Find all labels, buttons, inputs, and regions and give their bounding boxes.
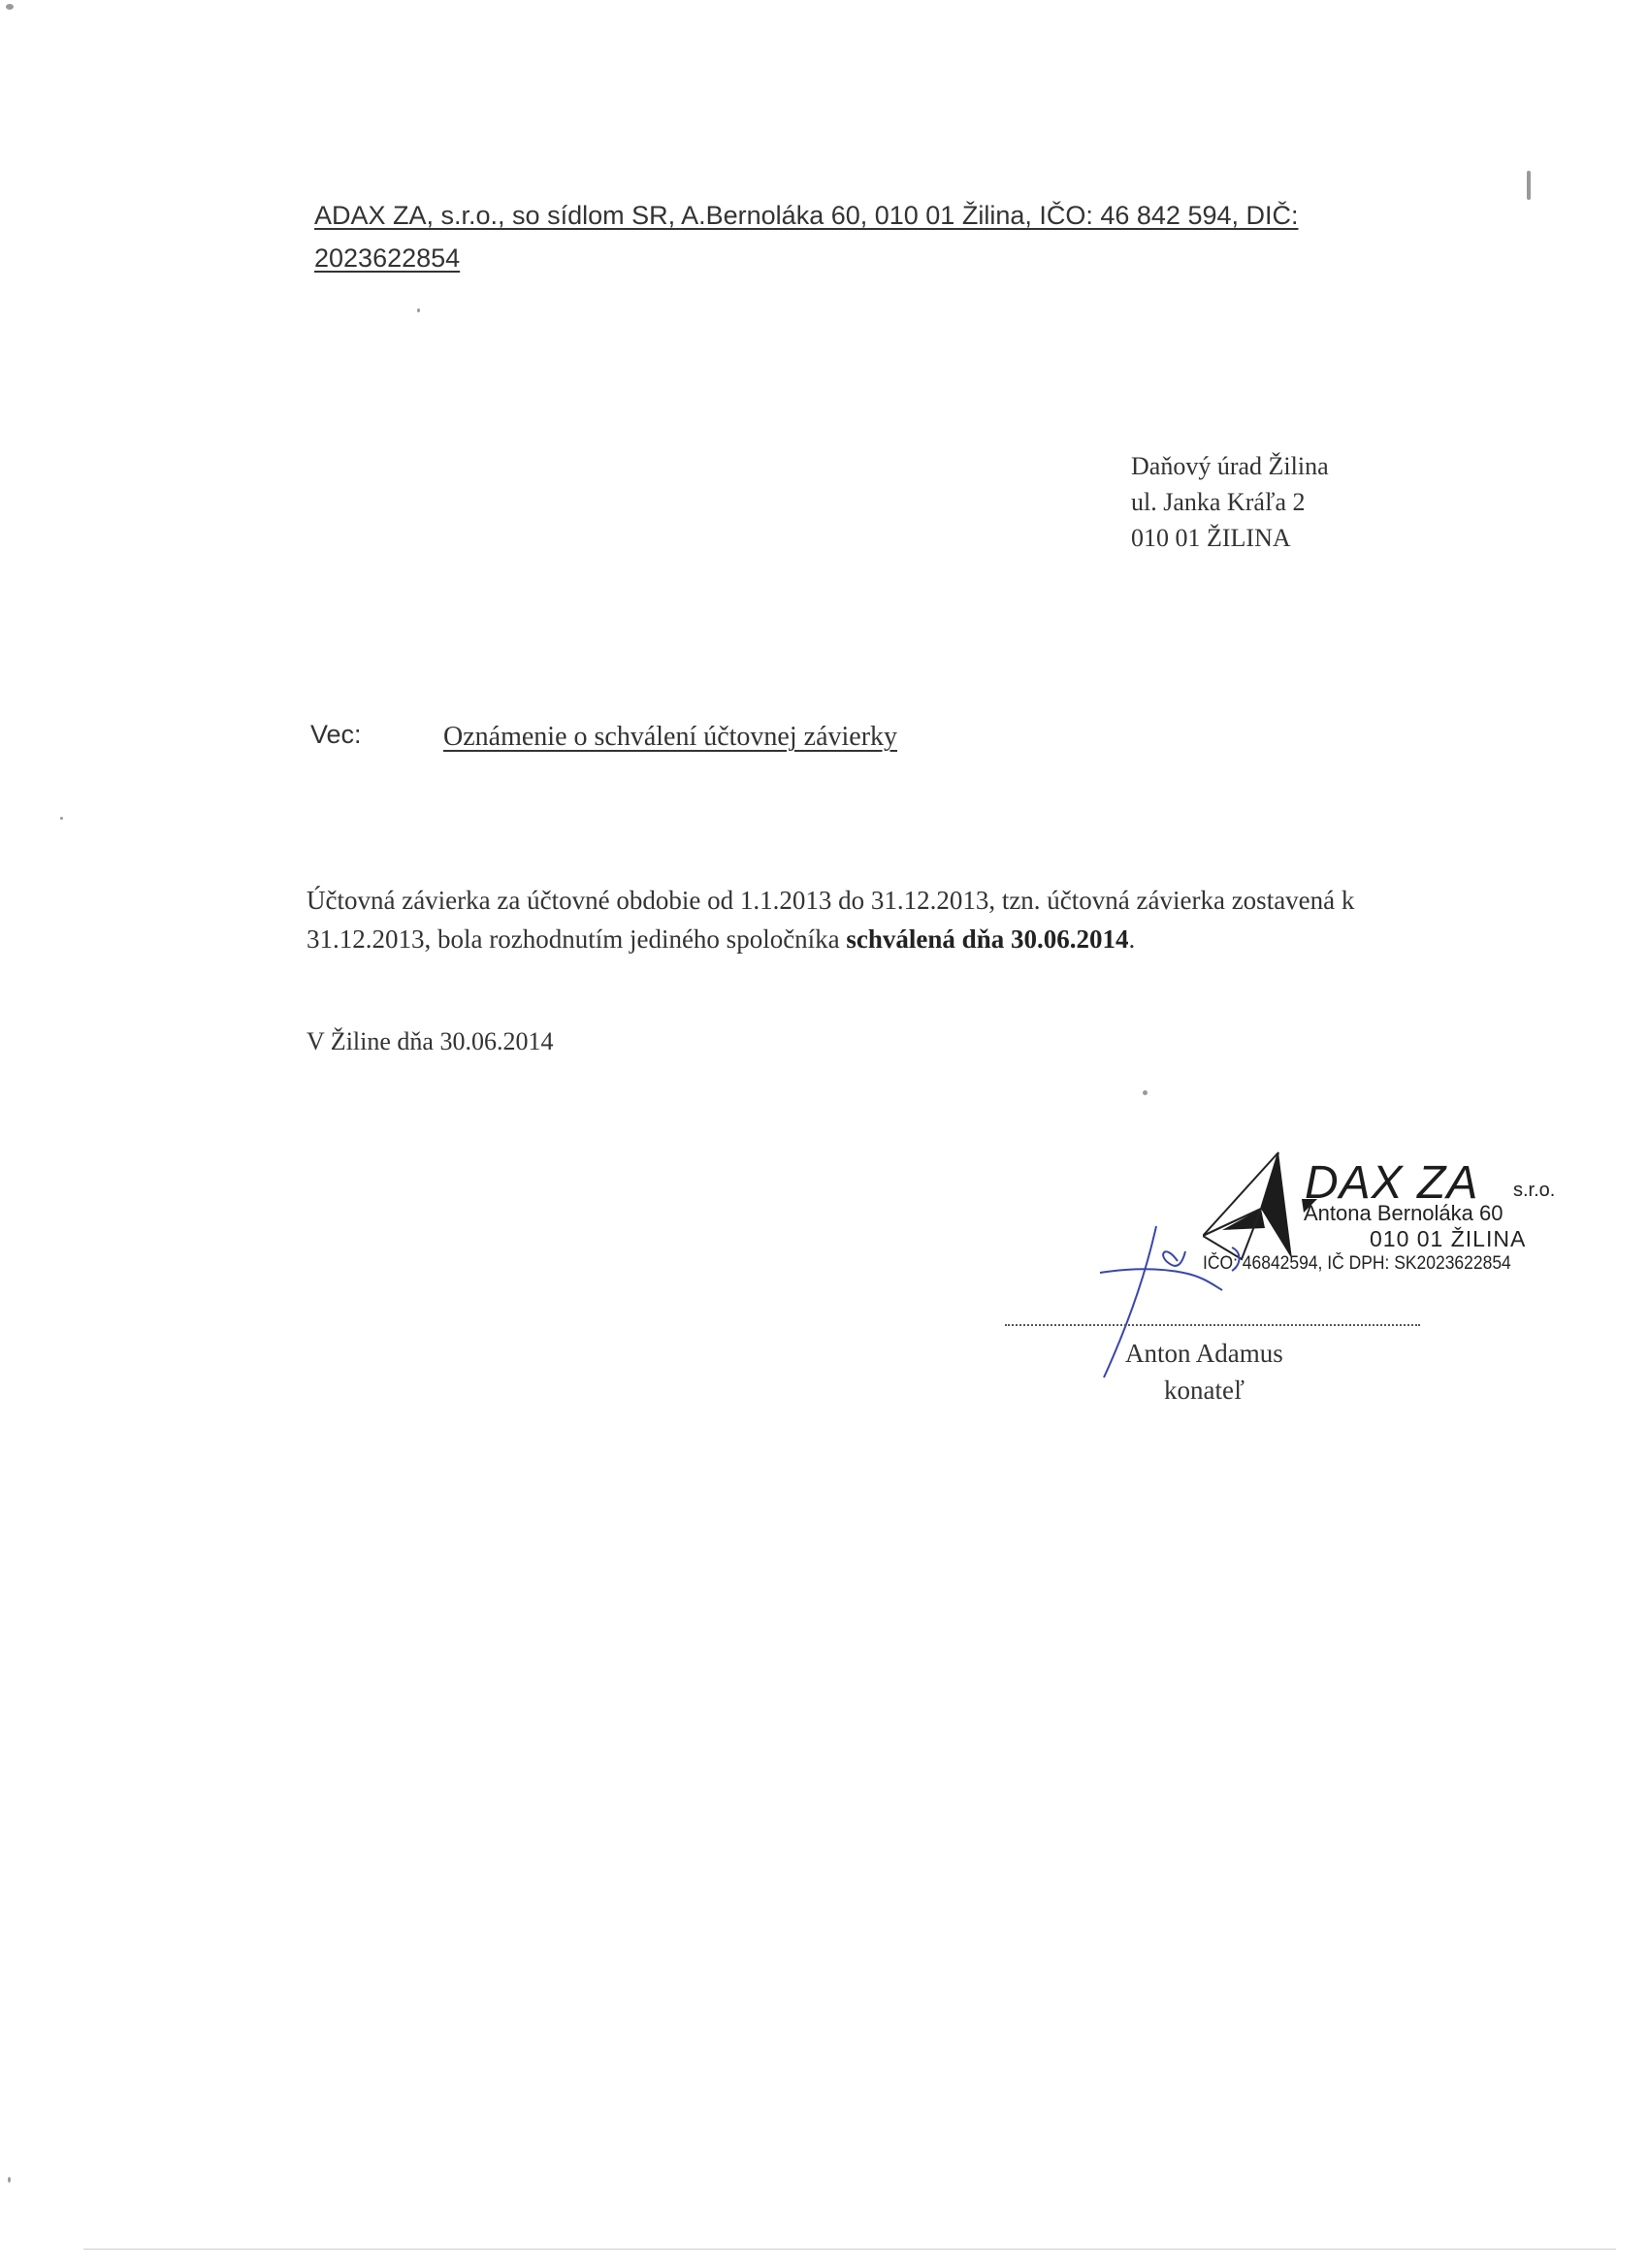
scan-speck (1143, 1090, 1148, 1095)
subject-text: Oznámenie o schválení účtovnej závierky (443, 722, 898, 752)
scan-speck (8, 2177, 11, 2183)
signature-line (1005, 1324, 1420, 1326)
company-header-line1: ADAX ZA, s.r.o., so sídlom SR, A.Bernoláka 60, 010 01 Žilina, IČO: 46 842 594, DIČ: (314, 201, 1299, 230)
stamp-ids: IČO: 46842594, IČ DPH: SK2023622854 (1203, 1253, 1511, 1274)
scan-speck (417, 308, 420, 312)
body-text-bold: schválená dňa 30.06.2014 (846, 924, 1129, 954)
body-text-part2: . (1128, 924, 1136, 954)
recipient-line3: 010 01 ŽILINA (1131, 524, 1291, 552)
signatory-role: konateľ (1164, 1376, 1245, 1405)
scan-speck (60, 817, 63, 820)
recipient-line2: ul. Janka Kráľa 2 (1131, 488, 1306, 516)
scan-speck (6, 4, 14, 10)
scan-mark (1527, 171, 1531, 200)
stamp-company-name: DAX ZA (1305, 1157, 1479, 1209)
body-paragraph (307, 881, 1471, 958)
subject-label: Vec: (310, 720, 362, 749)
stamp-city: 010 01 ŽILINA (1370, 1226, 1527, 1251)
stamp-legal-form: s.r.o. (1513, 1180, 1556, 1201)
place-date: V Žiline dňa 30.06.2014 (307, 1027, 554, 1055)
recipient-line1: Daňový úrad Žilina (1131, 452, 1329, 480)
recipient-address (1131, 448, 1329, 556)
company-header-line2: 2023622854 (314, 243, 461, 273)
stamp-street: Antona Bernoláka 60 (1304, 1201, 1504, 1225)
company-header (314, 194, 1342, 279)
body-text-part1: Účtovná závierka za účtovné obdobie od 1.1.2013 do 31.12.2013, tzn. účtovná závierka zostavená k 31.12.2013, bola rozhodnutím jediného spoločníka (307, 886, 1355, 954)
signatory-name: Anton Adamus (1125, 1339, 1283, 1368)
scan-edge-line (83, 2249, 1616, 2250)
